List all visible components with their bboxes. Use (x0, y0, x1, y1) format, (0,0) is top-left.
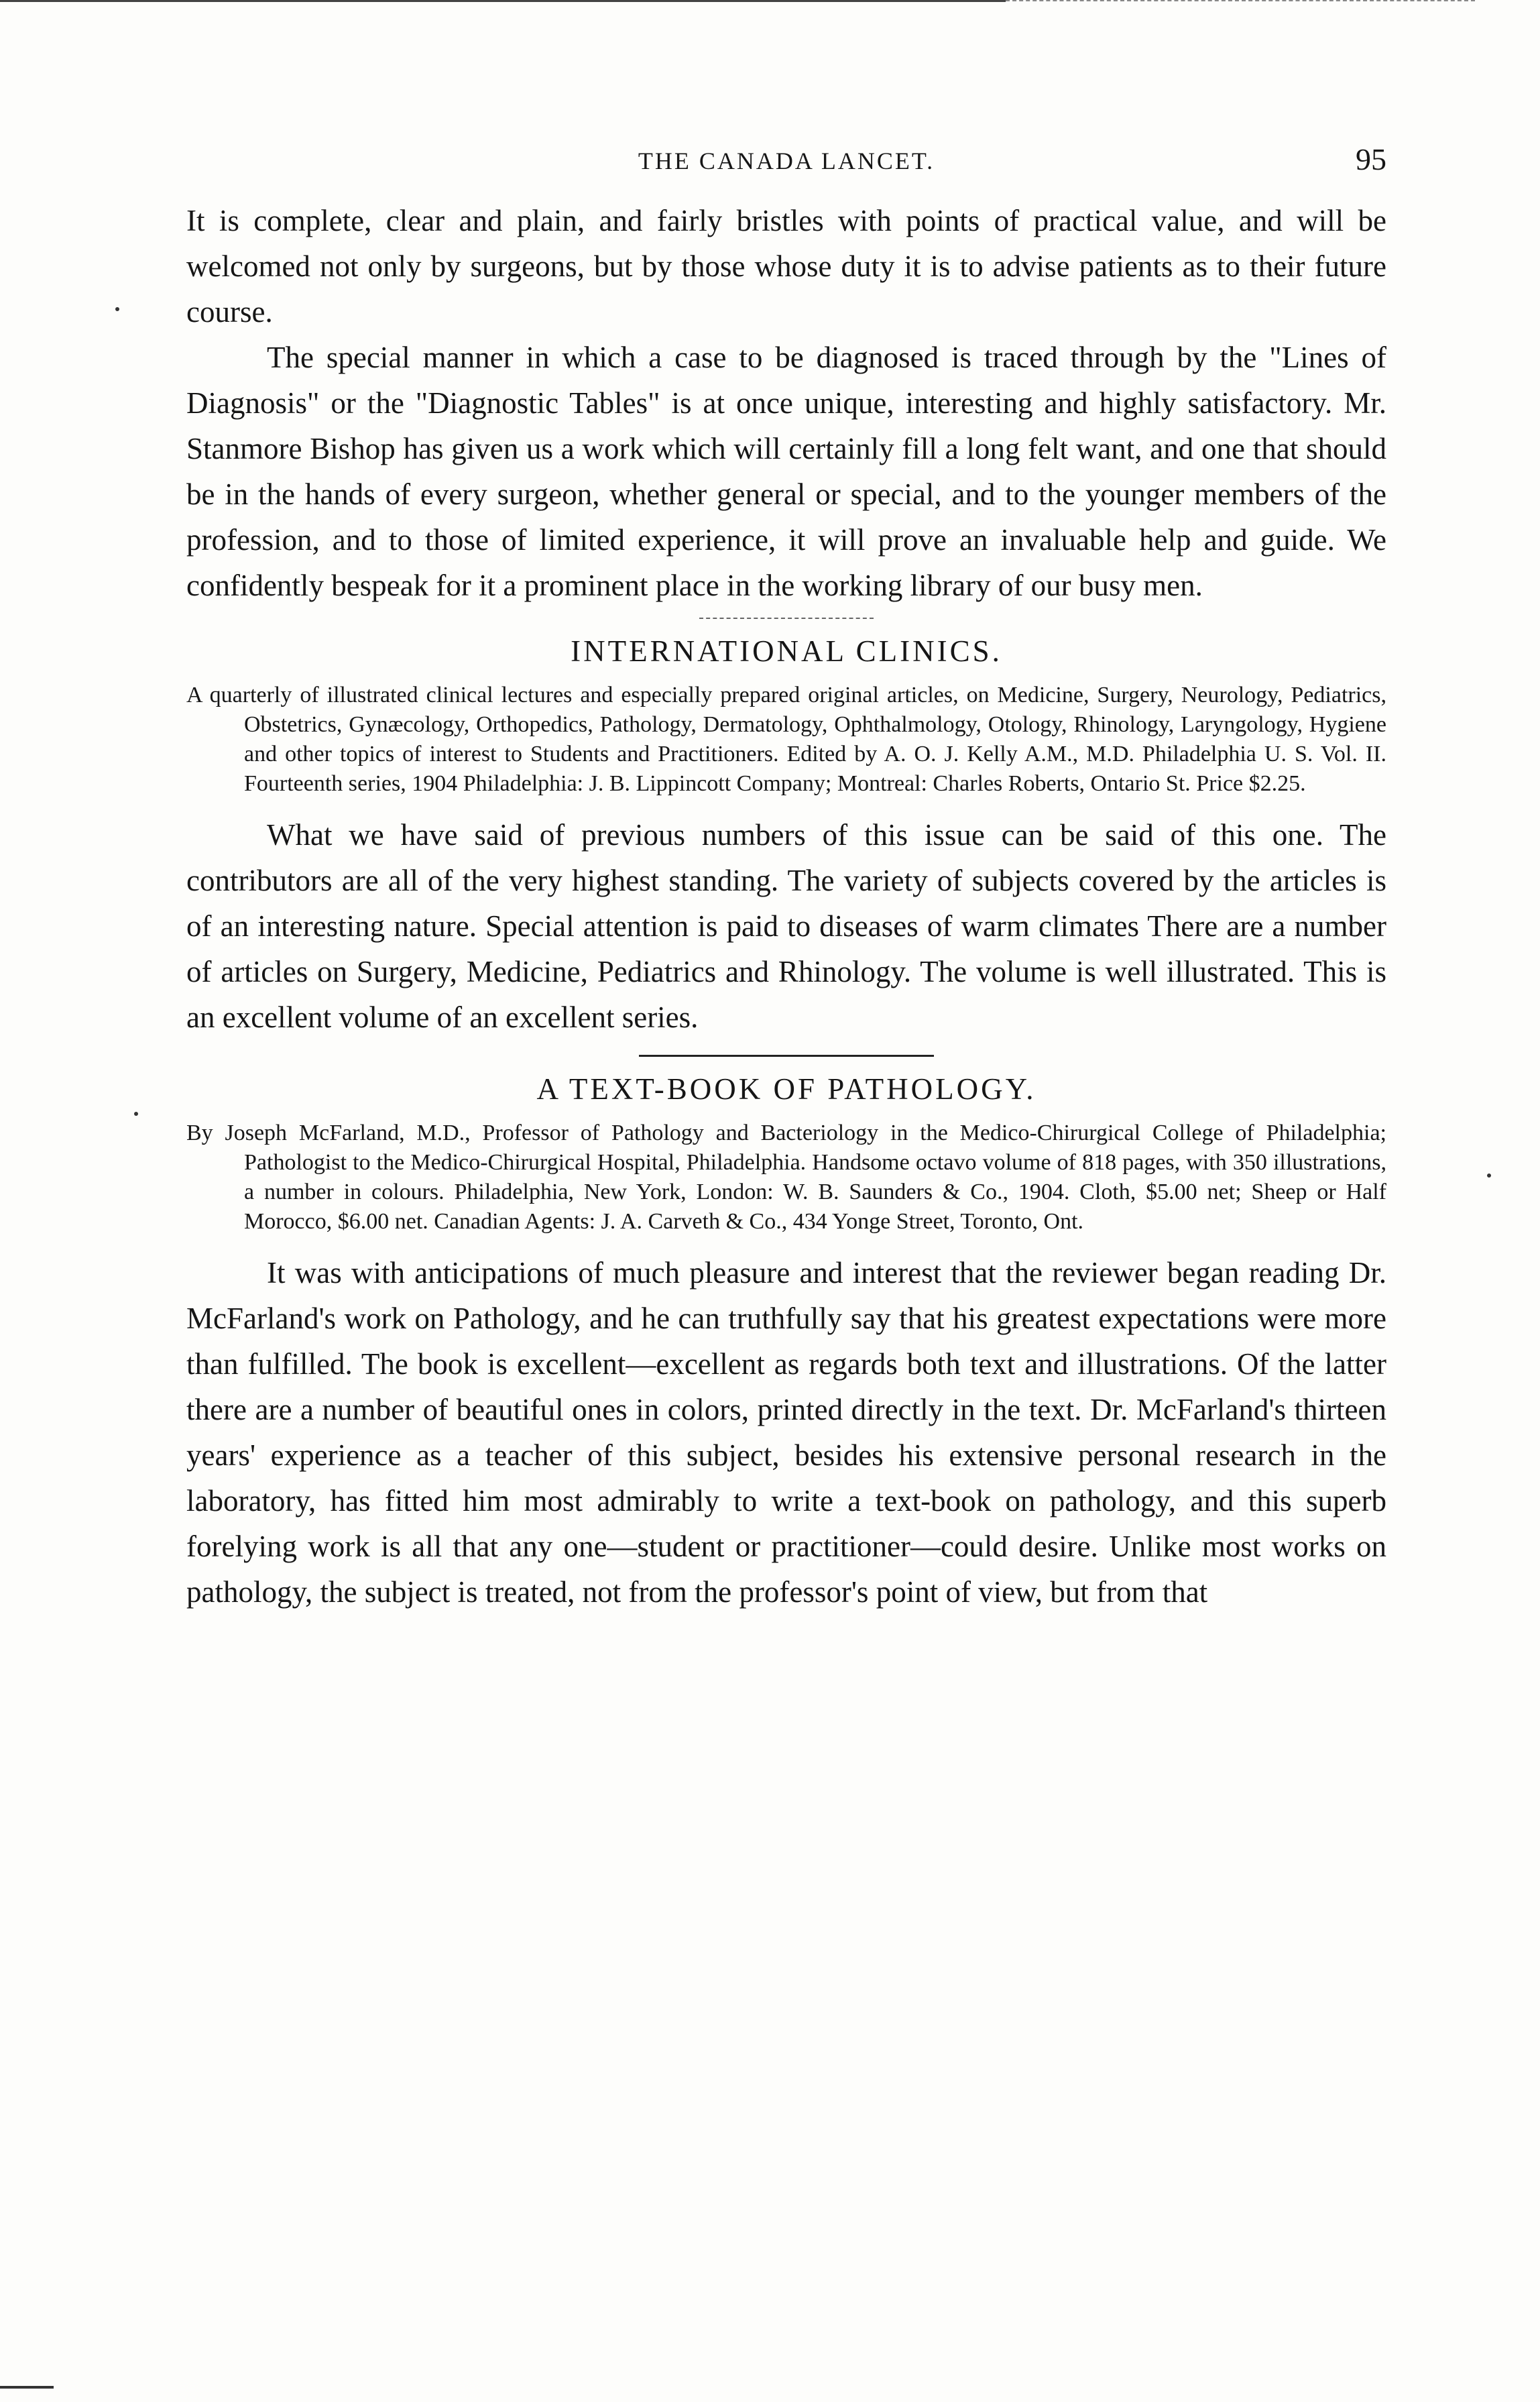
scan-edge-line (0, 2386, 54, 2389)
review-paragraph: What we have said of previous numbers of this issue can be said of this one. The contributors are all of the very highest standing. The variety of subjects covered by the articles is of an interesting nature. Special attention is paid to diseases of warm climates There are a number of articles on Surgery, Medicine, Pediatrics and Rhinology. The volume is well illustrated. This is an excellent volume of an excellent series. (186, 818, 1386, 1034)
scan-edge-dots (1006, 0, 1475, 1)
section-title: INTERNATIONAL CLINICS. (571, 634, 1002, 668)
page-content (186, 137, 1386, 1615)
review-paragraph: It was with anticipations of much pleasure and interest that the reviewer began reading Dr. McFarland's work on Pathology, and he can truthfully say that his greatest expectations were more than fulfilled. The book is excellent—excellent as regards both text and illustrations. Of the latter there are a number of beautiful ones in colors, printed directly in the text. Dr. McFarland's thirteen years' experience as a teacher of this subject, besides his extensive personal research in the laboratory, has fitted him most admirably to write a text-book on pathology, and this superb forelying work is all that any one—student or practitioner—could desire. Unlike most works on pathology, the subject is treated, not from the professor's point of view, but from that (186, 1256, 1386, 1609)
page-number: 95 (1356, 142, 1386, 176)
stray-mark (1487, 1174, 1491, 1178)
section-divider (699, 618, 874, 619)
journal-title: THE CANADA LANCET. (638, 148, 935, 174)
review-paragraph: The special manner in which a case to be diagnosed is traced through by the "Lines of Diagnosis" or the "Diagnostic Tables" is at once unique, interesting and highly satisfactory. Mr. Stanmore Bishop has given us a work which will certainly fill a long felt want, and one that should be in the hands of every surgeon, whether general or special, and to the younger members of the profession, and to those of limited experience, it will prove an invaluable help and guide. We confidently bespeak for it a prominent place in the working library of our busy men. (186, 341, 1386, 602)
review-paragraph: It is complete, clear and plain, and fairly bristles with points of practical value, and will be welcomed not only by surgeons, but by those whose duty it is to advise patients as to their future course. (186, 204, 1386, 329)
running-head (186, 137, 1386, 198)
stray-mark (115, 307, 119, 311)
section-divider (639, 1055, 934, 1057)
section-title: A TEXT-BOOK OF PATHOLOGY. (536, 1072, 1036, 1106)
bibliographic-notice: By Joseph McFarland, M.D., Professor of Pathology and Bacteriology in the Medico-Chirurgical College of Philadelphia; Pathologist to the Medico-Chirurgical Hospital, Philadelphia. Handsome octavo volume of 818 pages, with 350 illustrations, a number in colours. Philadelphia, New York, London: W. B. Saunders & Co., 1904. Cloth, $5.00 net; Sheep or Half Morocco, $6.00 net. Canadian Agents: J. A. Carveth & Co., 434 Yonge Street, Toronto, Ont. (186, 1121, 1386, 1234)
bibliographic-notice: A quarterly of illustrated clinical lectures and especially prepared original articles, on Medicine, Surgery, Neurology, Pediatrics, Obstetrics, Gynæcology, Orthopedics, Pathology, Dermatology, Ophthalmology, Otology, Rhinology, Laryngology, Hygiene and other topics of interest to Students and Practitioners. Edited by A. O. J. Kelly A.M., M.D. Philadelphia U. S. Vol. II. Fourteenth series, 1904 Philadelphia: J. B. Lippincott Company; Montreal: Charles Roberts, Ontario St. Price $2.25. (186, 683, 1386, 796)
stray-mark (134, 1112, 138, 1116)
scan-edge-line (0, 0, 1006, 2)
